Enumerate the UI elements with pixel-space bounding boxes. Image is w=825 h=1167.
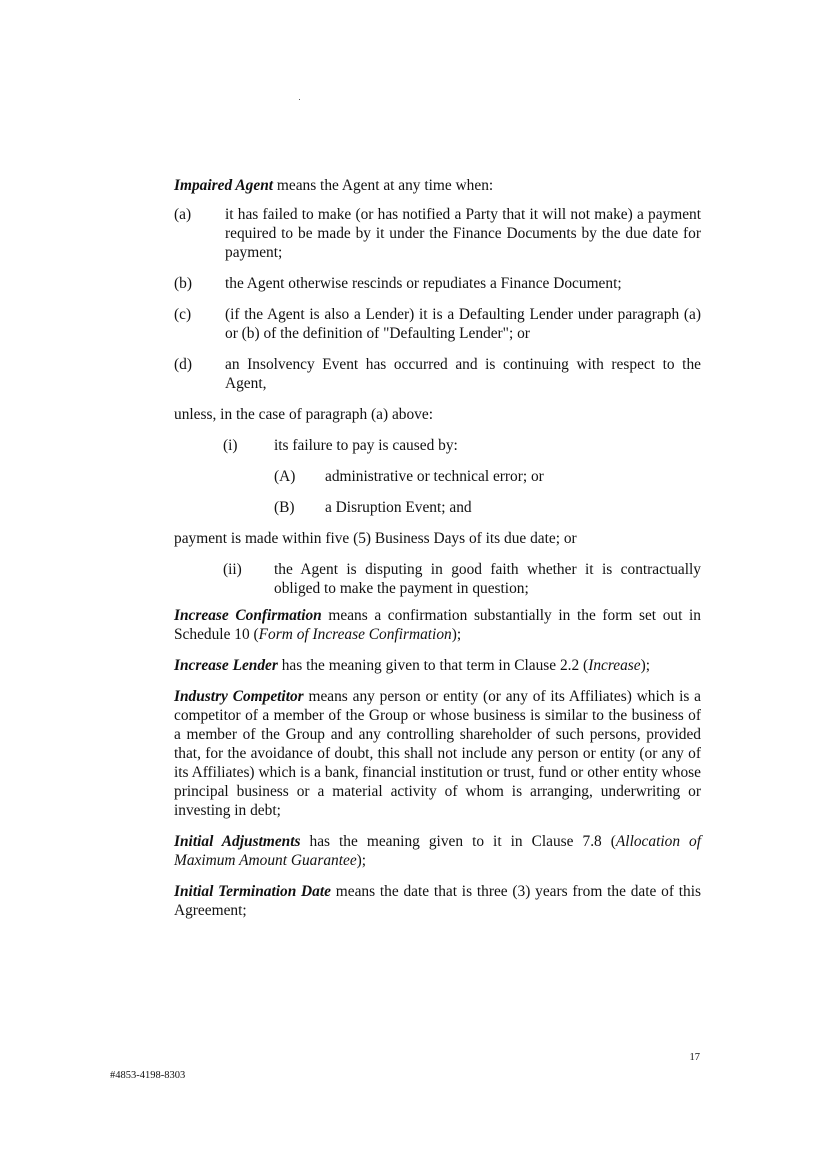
sub-item-ii (223, 560, 701, 598)
definition-text: has the meaning given to that term in Clause 2.2 ( (277, 657, 589, 674)
definition-text: means the date that is three (3) years from the date of this Agreement; (174, 883, 701, 919)
definition-impaired-agent (174, 176, 701, 195)
list-item-a (174, 205, 701, 262)
definition-increase-confirmation (174, 606, 701, 644)
item-text: a Disruption Event; and (325, 499, 472, 516)
item-label: (b) (174, 275, 192, 292)
defined-term: Increase Lender (174, 657, 278, 674)
item-text: administrative or technical error; or (325, 468, 544, 485)
definitions-content (174, 176, 701, 920)
item-label: (i) (223, 437, 238, 454)
cross-reference: Increase (588, 657, 641, 674)
list-item-c (174, 305, 701, 343)
item-text: its failure to pay is caused by: (274, 437, 458, 454)
definition-initial-adjustments (174, 832, 701, 870)
defined-term: Initial Adjustments (174, 833, 301, 850)
sub-item-B (274, 498, 701, 517)
scan-speck (299, 99, 300, 100)
defined-term: Industry Competitor (174, 688, 304, 705)
definition-text: means the Agent at any time when: (273, 177, 494, 194)
item-text: an Insolvency Event has occurred and is continuing with respect to the Agent, (225, 356, 701, 392)
defined-term: Initial Termination Date (174, 883, 331, 900)
item-label: (a) (174, 206, 192, 223)
item-text: (if the Agent is also a Lender) it is a Defaulting Lender under paragraph (a) or (b) of the definition of "Defaulting Lender"; or (225, 306, 701, 342)
sub-item-A (274, 467, 701, 486)
defined-term: Increase Confirmation (174, 607, 322, 624)
page-number: 17 (689, 1052, 700, 1063)
list-item-d (174, 355, 701, 393)
item-label: (ii) (223, 561, 242, 578)
cross-reference: Form of Increase Confirmation (258, 626, 452, 643)
definition-text-end: ); (356, 852, 367, 869)
item-label: (d) (174, 356, 192, 373)
definition-initial-termination-date (174, 882, 701, 920)
payment-proviso: payment is made within five (5) Business Days of its due date; or (174, 530, 577, 547)
item-text: the Agent is disputing in good faith whether it is contractually obliged to make the payment in question; (274, 561, 701, 597)
definition-industry-competitor (174, 687, 701, 820)
cross-reference: Allocation of Maximum Amount Guarantee (174, 833, 701, 869)
item-label: (c) (174, 306, 192, 323)
definition-text-end: ); (640, 657, 651, 674)
definition-text: means a confirmation substantially in the form set out in Schedule 10 ( (174, 607, 701, 643)
item-text: the Agent otherwise rescinds or repudiates a Finance Document; (225, 275, 622, 292)
sub-item-i (223, 436, 701, 455)
list-item-b (174, 274, 701, 293)
unless-clause: unless, in the case of paragraph (a) above: (174, 406, 433, 423)
item-label: (A) (274, 468, 296, 485)
definition-text: has the meaning given to it in Clause 7.8 ( (300, 833, 616, 850)
definition-text-end: ); (451, 626, 462, 643)
defined-term: Impaired Agent (174, 177, 274, 194)
definition-increase-lender (174, 656, 701, 675)
document-id: #4853-4198-8303 (110, 1070, 186, 1081)
definition-text: means any person or entity (or any of its Affiliates) which is a competitor of a member of the Group or whose business is similar to the business of a member of the Group and any controlling shareholder of such persons, provided that, for the avoidance of doubt, this shall not include any person or entity (or any of its Affiliates) which is a bank, financial institution or trust, fund or other entity whose principal business or a material activity of whom is arranging, underwriting or investing in debt; (174, 688, 701, 819)
item-label: (B) (274, 499, 295, 516)
item-text: it has failed to make (or has notified a Party that it will not make) a payment required to be made by it under the Finance Documents by the due date for payment; (225, 206, 701, 261)
